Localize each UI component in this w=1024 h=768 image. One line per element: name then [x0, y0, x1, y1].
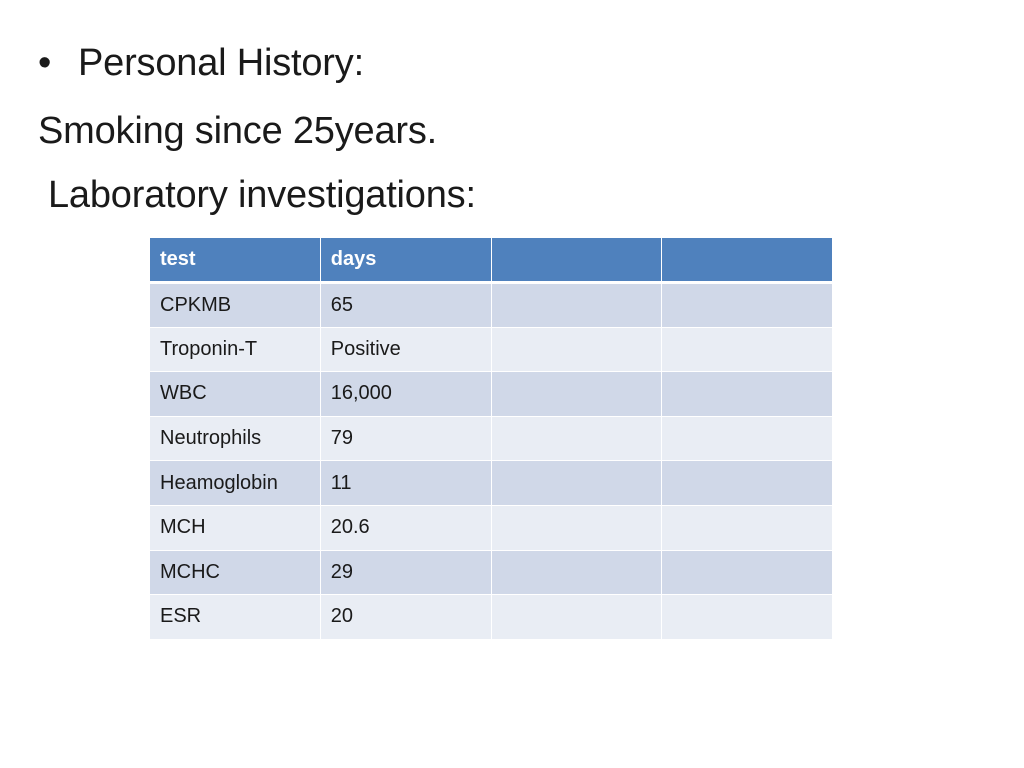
column-header-blank-2: [662, 238, 833, 283]
table-row: [150, 461, 833, 506]
table-cell: Heamoglobin: [150, 461, 321, 506]
table-cell: WBC: [150, 372, 321, 417]
personal-history-bullet: [38, 44, 364, 82]
table-cell: [491, 327, 662, 372]
table-row: [150, 416, 833, 461]
table-cell: [662, 372, 833, 417]
table-row: [150, 327, 833, 372]
table-cell: MCHC: [150, 550, 321, 595]
table-cell: [491, 550, 662, 595]
table-cell: [662, 505, 833, 550]
table-row: [150, 372, 833, 417]
table-row: [150, 505, 833, 550]
table-cell: [491, 505, 662, 550]
table-cell: [662, 595, 833, 640]
table-cell: Troponin-T: [150, 327, 321, 372]
table-row: [150, 595, 833, 640]
table-cell: [491, 283, 662, 328]
table-cell: 16,000: [320, 372, 491, 417]
table-cell: Positive: [320, 327, 491, 372]
table-cell: [662, 327, 833, 372]
table-cell: 79: [320, 416, 491, 461]
table-cell: MCH: [150, 505, 321, 550]
table-cell: ESR: [150, 595, 321, 640]
table-cell: Neutrophils: [150, 416, 321, 461]
table-row: [150, 550, 833, 595]
column-header-blank-1: [491, 238, 662, 283]
column-header-days: days: [320, 238, 491, 283]
table-cell: CPKMB: [150, 283, 321, 328]
table-cell: 20: [320, 595, 491, 640]
table-cell: [491, 461, 662, 506]
table-cell: [662, 416, 833, 461]
table-cell: [662, 283, 833, 328]
table-header-row: [150, 238, 833, 283]
table-cell: [662, 461, 833, 506]
table-cell: [491, 595, 662, 640]
table-cell: [662, 550, 833, 595]
lab-results-table: [149, 237, 833, 640]
table-cell: 11: [320, 461, 491, 506]
table-cell: 65: [320, 283, 491, 328]
table-row: [150, 283, 833, 328]
bullet-icon: •: [38, 42, 52, 84]
lab-investigations-heading: Laboratory investigations:: [48, 174, 476, 216]
smoking-history-text: Smoking since 25years.: [38, 110, 438, 152]
table-cell: [491, 372, 662, 417]
personal-history-heading: Personal History:: [78, 42, 364, 84]
table-cell: 29: [320, 550, 491, 595]
table-cell: [491, 416, 662, 461]
table-cell: 20.6: [320, 505, 491, 550]
column-header-test: test: [150, 238, 321, 283]
